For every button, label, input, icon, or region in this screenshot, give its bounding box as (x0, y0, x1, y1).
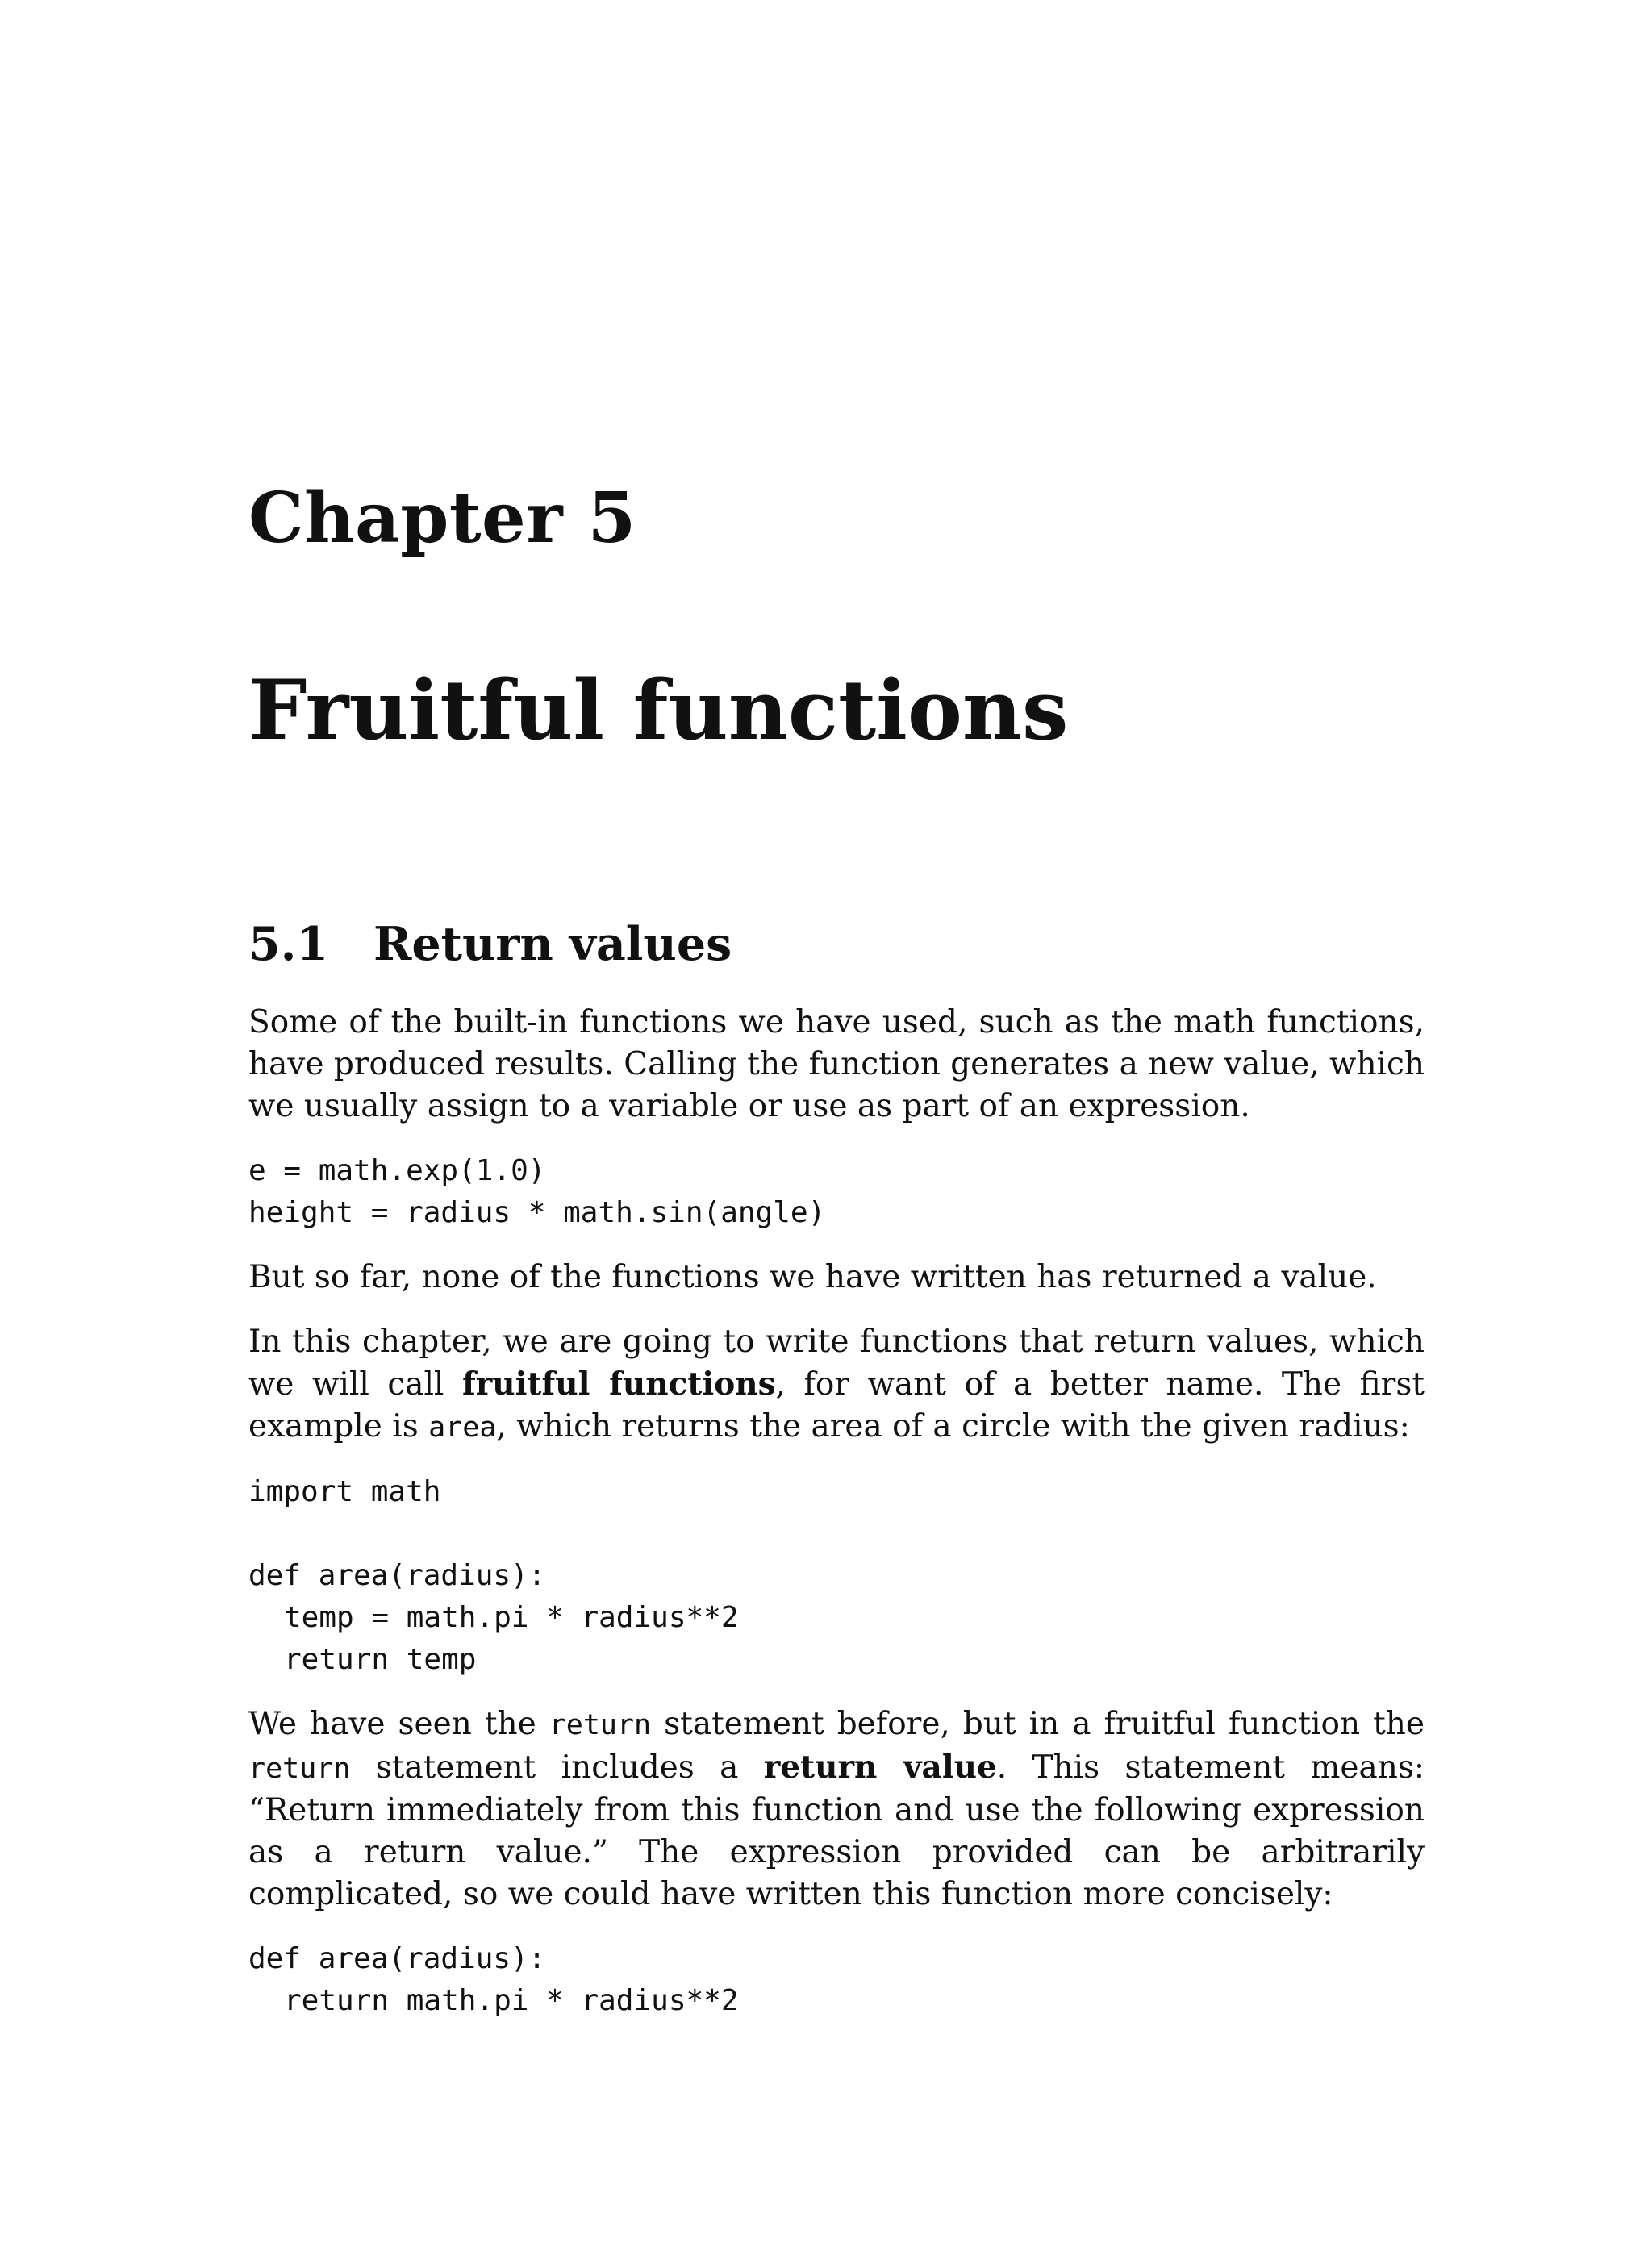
code-line: height = radius * math.sin(angle) (248, 1196, 826, 1229)
paragraph-intro: Some of the built-in functions we have used, such as the math functions, have produced results. Calling the function generates a new value, which we usually assign to a variable or use as part of an expression. (248, 1004, 1425, 1124)
code-line: e = math.exp(1.0) (248, 1154, 546, 1187)
chapter-title: Fruitful functions (248, 662, 1069, 759)
text-run: statement before, but in a fruitful function the (651, 1706, 1425, 1742)
text-run: We have seen the (248, 1706, 549, 1742)
code-line: temp = math.pi * radius**2 (284, 1601, 739, 1634)
text-run: statement includes a (350, 1749, 764, 1786)
paragraph-so-far: But so far, none of the functions we have written has returned a value. (248, 1259, 1377, 1295)
code-line: def area(radius): (248, 1559, 546, 1592)
text-run: In this chapter, we are going to write functions that return values, which we will call (248, 1324, 1425, 1403)
inline-code-area: area (428, 1411, 497, 1444)
section-heading (248, 917, 732, 971)
term-return-value: return value (763, 1749, 997, 1786)
paragraph-fruitful (248, 1321, 1425, 1449)
paragraph-return (248, 1703, 1425, 1916)
chapter-label: Chapter 5 (248, 477, 636, 559)
inline-code-return: return (248, 1753, 351, 1785)
body-text (248, 1002, 1425, 2045)
code-line: return temp (284, 1643, 477, 1676)
code-line-blank (248, 1513, 1425, 1555)
text-run: . This statement means: “Return immediately from this function and use the following expression as a return value.” The expression provided can be arbitrarily complicated, so we could have written this function more concisely: (248, 1749, 1425, 1912)
code-line: return math.pi * radius**2 (284, 1984, 739, 2017)
text-run: , for want of a better name. The first example is (248, 1366, 1425, 1445)
code-line: import math (248, 1475, 441, 1508)
inline-code-return: return (549, 1709, 652, 1741)
term-fruitful-functions: fruitful functions (461, 1365, 776, 1403)
section-number: 5.1 (248, 917, 329, 971)
code-block-math (248, 1150, 1425, 1234)
code-line: def area(radius): (248, 1942, 546, 1975)
text-run: , which returns the area of a circle with the given radius: (496, 1408, 1410, 1445)
code-block-area-concise (248, 1938, 1425, 2022)
code-block-area (248, 1471, 1425, 1681)
section-title: Return values (373, 917, 732, 971)
